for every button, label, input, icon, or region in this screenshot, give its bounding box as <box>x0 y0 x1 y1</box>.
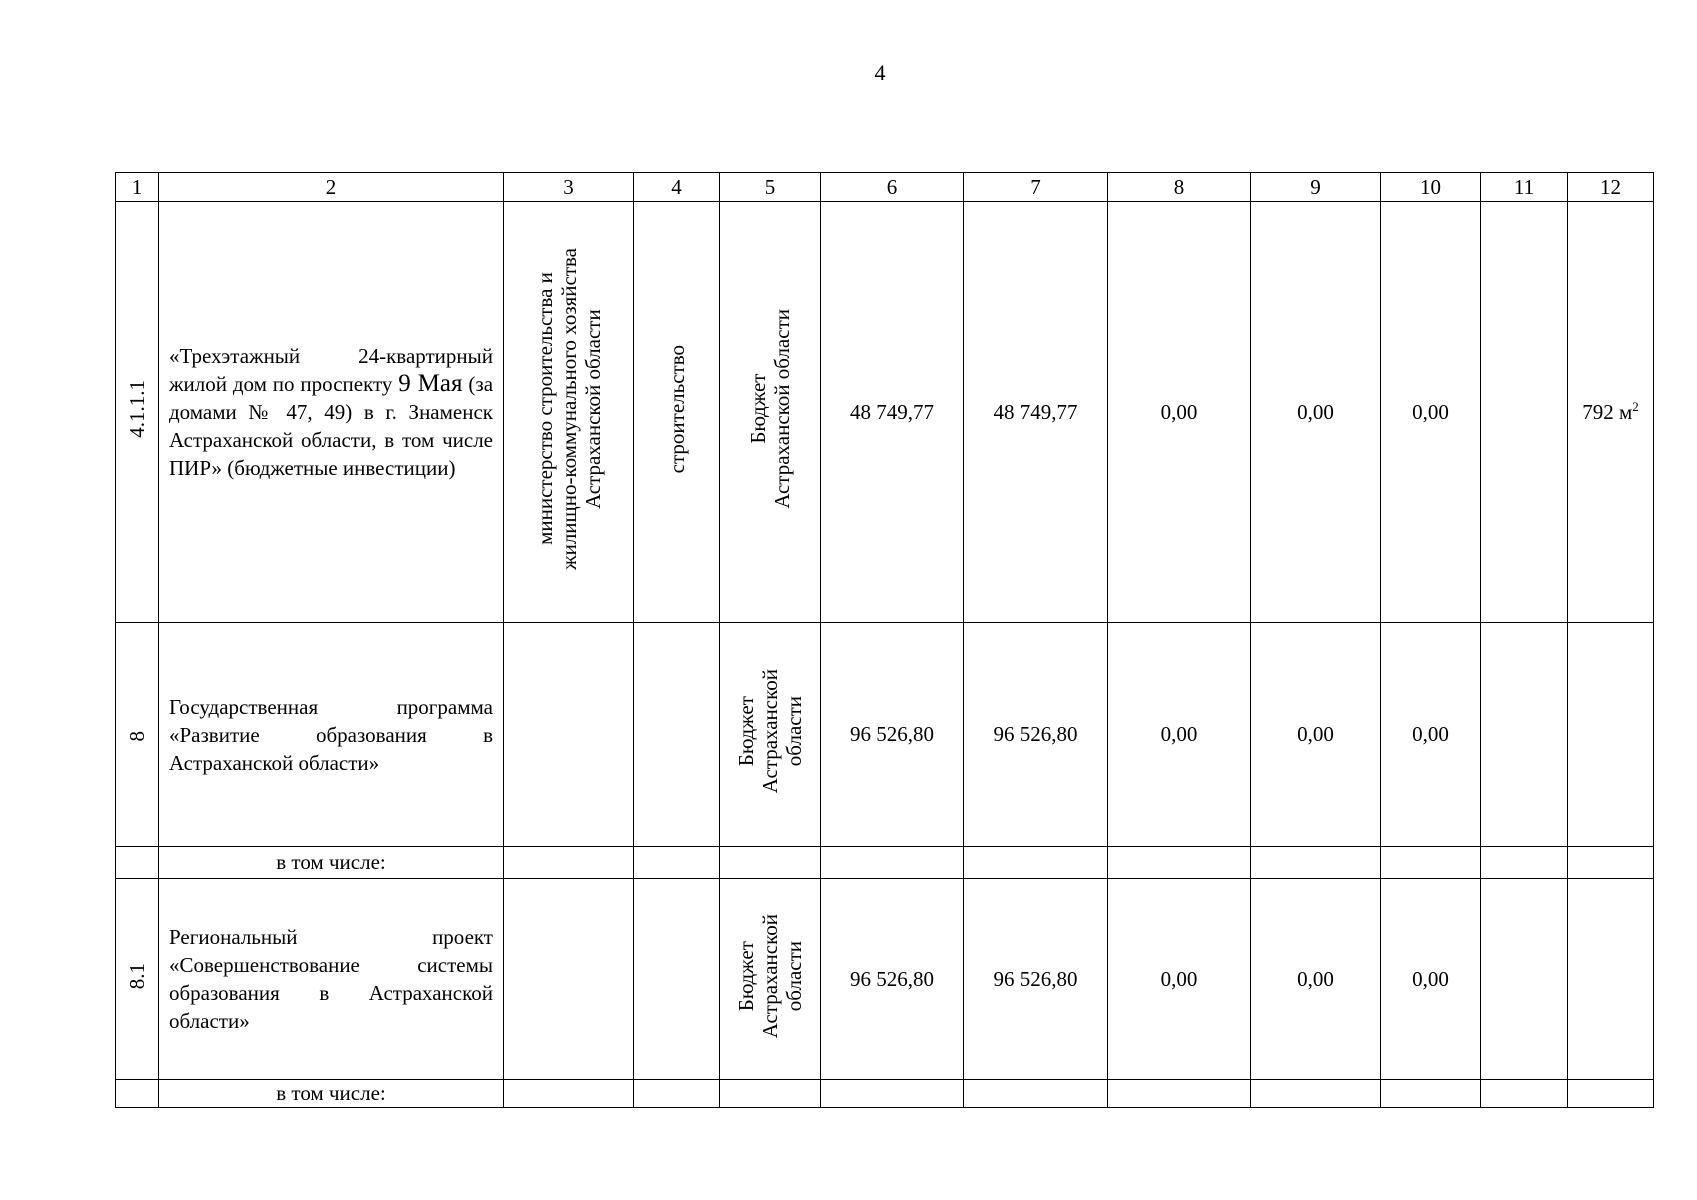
source-line: Бюджет <box>734 940 758 1012</box>
empty-cell <box>1481 847 1568 879</box>
header-cell: 10 <box>1381 173 1481 202</box>
value-cell: 48 749,77 <box>964 202 1108 623</box>
source-line: Астраханской <box>758 913 782 1039</box>
capacity-unit-exponent: 2 <box>1632 399 1639 414</box>
value-cell: 0,00 <box>1381 879 1481 1080</box>
value-cell: 96 526,80 <box>821 623 964 847</box>
source-text <box>734 669 806 793</box>
executor-cell <box>504 879 634 1080</box>
row-code-cell <box>116 202 159 623</box>
value-cell: 0,00 <box>1108 202 1251 623</box>
empty-cell <box>1251 1080 1381 1108</box>
empty-cell <box>1481 1080 1568 1108</box>
source-line: области <box>782 940 806 1012</box>
row-code: 4.1.1.1 <box>125 380 149 438</box>
row-name-cell <box>159 623 504 847</box>
executor-cell <box>504 202 634 623</box>
empty-cell <box>634 847 720 879</box>
row-name: Региональный проект «Совершенствование системы образования в Астраханской области» <box>169 925 493 1033</box>
empty-cell <box>116 847 159 879</box>
source-cell <box>720 202 821 623</box>
value-cell: 0,00 <box>1108 879 1251 1080</box>
budget-table <box>115 172 1654 1108</box>
empty-cell <box>1381 1080 1481 1108</box>
value-cell: 0,00 <box>1381 202 1481 623</box>
header-cell: 9 <box>1251 173 1381 202</box>
empty-cell <box>964 1080 1108 1108</box>
empty-cell <box>1381 847 1481 879</box>
value-cell: 96 526,80 <box>821 879 964 1080</box>
row-name <box>159 342 503 482</box>
table-row <box>116 202 1654 623</box>
row-name-part: 9 Мая <box>398 370 463 397</box>
header-cell: 2 <box>159 173 504 202</box>
empty-cell <box>1568 1080 1654 1108</box>
header-cell: 5 <box>720 173 821 202</box>
source-line: Бюджет <box>734 696 758 767</box>
value-cell <box>1568 623 1654 847</box>
row-name-part: (за домами № 47, 49) в г. Знаменск Астраханской области, в том числе ПИР» (бюджетные инвестиции) <box>169 372 494 480</box>
table-row <box>116 879 1654 1080</box>
activity-text: строительство <box>664 344 689 474</box>
subheading-text: в том числе: <box>159 847 504 879</box>
executor-cell <box>504 623 634 847</box>
header-cell: 11 <box>1481 173 1568 202</box>
subheading-text: в том числе: <box>159 1080 504 1108</box>
column-number-row <box>116 173 1654 202</box>
value-cell: 96 526,80 <box>964 879 1108 1080</box>
empty-cell <box>504 1080 634 1108</box>
empty-cell <box>821 847 964 879</box>
row-code-cell <box>116 879 159 1080</box>
header-cell: 7 <box>964 173 1108 202</box>
row-name: Государственная программа «Развитие образования в Астраханской области» <box>169 694 493 775</box>
source-text <box>734 914 806 1038</box>
activity-cell <box>634 623 720 847</box>
header-cell: 3 <box>504 173 634 202</box>
empty-cell <box>720 1080 821 1108</box>
value-cell: 0,00 <box>1108 623 1251 847</box>
row-code: 8.1 <box>125 962 149 990</box>
source-line: области <box>782 696 806 767</box>
table-row <box>116 623 1654 847</box>
row-name-part: «Трехэтажный 24-квартирный жилой дом по проспекту <box>169 344 493 396</box>
header-cell: 6 <box>821 173 964 202</box>
header-cell: 8 <box>1108 173 1251 202</box>
value-cell <box>1481 879 1568 1080</box>
executor-text <box>533 248 605 570</box>
row-name-cell <box>159 879 504 1080</box>
source-line: Астраханской <box>758 669 782 794</box>
value-cell: 0,00 <box>1251 623 1381 847</box>
source-line: Бюджет <box>746 373 770 445</box>
value-cell: 96 526,80 <box>964 623 1108 847</box>
empty-cell <box>116 1080 159 1108</box>
empty-cell <box>634 1080 720 1108</box>
capacity-cell <box>1568 202 1654 623</box>
empty-cell <box>964 847 1108 879</box>
empty-cell <box>1568 847 1654 879</box>
empty-cell <box>1108 1080 1251 1108</box>
value-cell: 0,00 <box>1251 202 1381 623</box>
activity-cell <box>634 202 720 623</box>
executor-line: министерство строительства и <box>532 272 557 546</box>
capacity-value: 792 м <box>1582 400 1633 424</box>
executor-line: Астраханской области <box>580 309 605 509</box>
row-code-cell <box>116 623 159 847</box>
source-cell <box>720 879 821 1080</box>
empty-cell <box>1108 847 1251 879</box>
source-line: Астраханской области <box>770 309 794 509</box>
value-cell: 48 749,77 <box>821 202 964 623</box>
source-text <box>746 309 794 509</box>
value-cell: 0,00 <box>1251 879 1381 1080</box>
row-name-cell <box>159 202 504 623</box>
empty-cell <box>1251 847 1381 879</box>
empty-cell <box>720 847 821 879</box>
executor-line: жилищно-коммунального хозяйства <box>556 248 581 570</box>
value-cell <box>1568 879 1654 1080</box>
page-number: 4 <box>874 60 886 85</box>
header-cell: 12 <box>1568 173 1654 202</box>
header-cell: 1 <box>116 173 159 202</box>
source-cell <box>720 623 821 847</box>
row-code: 8 <box>125 730 149 741</box>
empty-cell <box>821 1080 964 1108</box>
subheading-row <box>116 1080 1654 1108</box>
subheading-row <box>116 847 1654 879</box>
activity-cell <box>634 879 720 1080</box>
value-cell <box>1481 202 1568 623</box>
value-cell: 0,00 <box>1381 623 1481 847</box>
empty-cell <box>504 847 634 879</box>
header-cell: 4 <box>634 173 720 202</box>
value-cell <box>1481 623 1568 847</box>
